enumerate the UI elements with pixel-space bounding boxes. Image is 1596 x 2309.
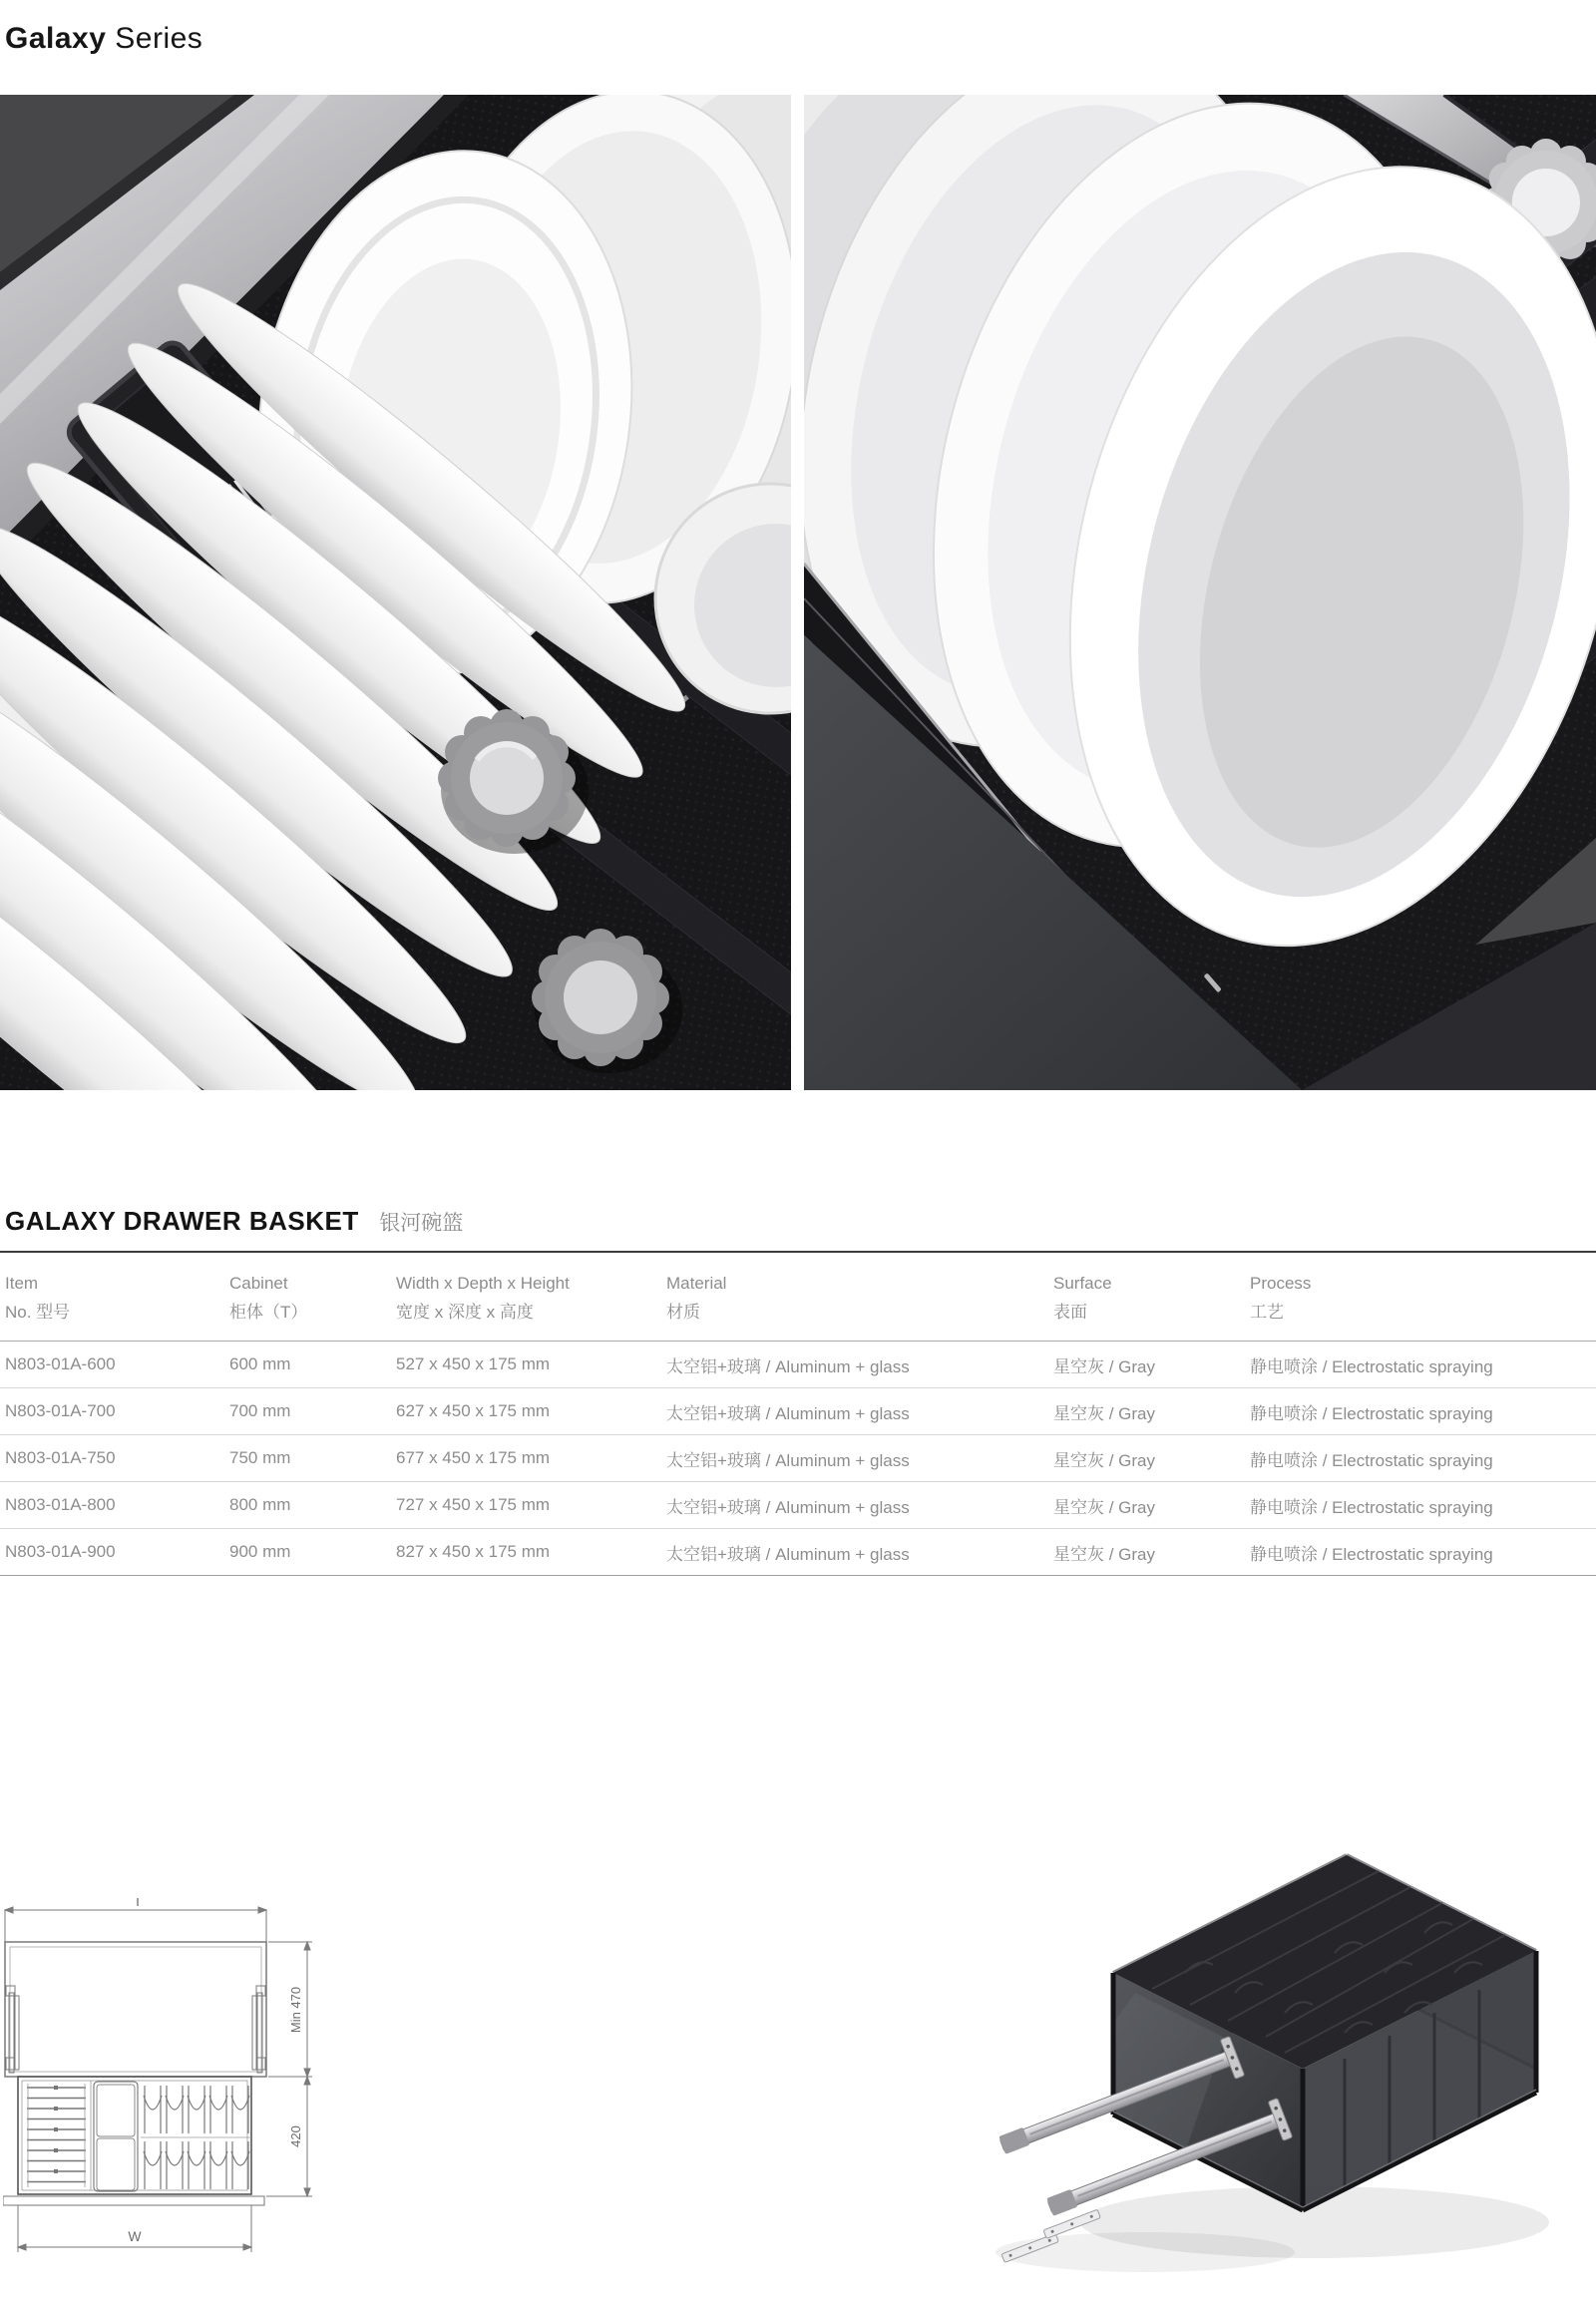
product-photo-drawer-open (804, 95, 1596, 1090)
col-header-dimensions: Width x Depth x Height 宽度 x 深度 x 高度 (396, 1274, 570, 1322)
table-row (0, 1388, 1596, 1435)
spec-table-header (0, 1251, 1596, 1342)
item-no: N803-01A-800 (5, 1495, 116, 1514)
dimensions: 527 x 450 x 175 mm (396, 1354, 551, 1373)
surface: 星空灰 / Gray (1053, 1356, 1156, 1376)
process: 静电喷涂 / Electrostatic spraying (1250, 1403, 1493, 1423)
section-title: GALAXY DRAWER BASKET (5, 1206, 359, 1236)
surface: 星空灰 / Gray (1053, 1544, 1156, 1564)
dim-label-depth: 420 (288, 2125, 303, 2147)
col-header-cabinet: Cabinet 柜体（T） (229, 1274, 308, 1322)
brand-series: Series (106, 22, 203, 55)
product-render-svg (986, 1823, 1562, 2300)
product-render (986, 1823, 1562, 2300)
material: 太空铝+玻璃 / Aluminum + glass (666, 1450, 910, 1470)
process: 静电喷涂 / Electrostatic spraying (1250, 1450, 1493, 1470)
process: 静电喷涂 / Electrostatic spraying (1250, 1544, 1493, 1564)
cabinet-size: 700 mm (229, 1401, 291, 1420)
dimensions: 627 x 450 x 175 mm (396, 1401, 551, 1420)
dim-label-cabinet-width: T (133, 1898, 143, 1909)
col-header-process: Process 工艺 (1250, 1274, 1312, 1322)
material: 太空铝+玻璃 / Aluminum + glass (666, 1403, 910, 1423)
material: 太空铝+玻璃 / Aluminum + glass (666, 1497, 910, 1517)
cabinet-size: 900 mm (229, 1542, 291, 1561)
material: 太空铝+玻璃 / Aluminum + glass (666, 1356, 910, 1376)
dimensions: 827 x 450 x 175 mm (396, 1542, 551, 1561)
material: 太空铝+玻璃 / Aluminum + glass (666, 1544, 910, 1564)
spec-table (0, 1251, 1596, 1576)
item-no: N803-01A-600 (5, 1354, 116, 1373)
photo-left-illustration (0, 95, 791, 1090)
table-row (0, 1342, 1596, 1388)
dim-label-min-height: Min 470 (288, 1986, 303, 2034)
product-photo-top-view (0, 95, 791, 1090)
surface: 星空灰 / Gray (1053, 1403, 1156, 1423)
surface: 星空灰 / Gray (1053, 1497, 1156, 1517)
cabinet-size: 750 mm (229, 1448, 291, 1467)
shadow (996, 2232, 1295, 2272)
brand-name: Galaxy (5, 22, 107, 55)
table-row (0, 1482, 1596, 1529)
table-row (0, 1529, 1596, 1576)
surface: 星空灰 / Gray (1053, 1450, 1156, 1470)
photo-right-illustration (804, 95, 1596, 1090)
item-no: N803-01A-900 (5, 1542, 116, 1561)
dimensions: 727 x 450 x 175 mm (396, 1495, 551, 1514)
page-title (5, 22, 202, 56)
process: 静电喷涂 / Electrostatic spraying (1250, 1497, 1493, 1517)
dimension-drawing-svg (3, 1898, 332, 2257)
item-no: N803-01A-750 (5, 1448, 116, 1467)
col-header-surface: Surface 表面 (1053, 1274, 1112, 1322)
process: 静电喷涂 / Electrostatic spraying (1250, 1356, 1493, 1376)
cabinet-size: 800 mm (229, 1495, 291, 1514)
dimensions: 677 x 450 x 175 mm (396, 1448, 551, 1467)
dim-label-basket-width: W (128, 2228, 142, 2244)
table-row (0, 1435, 1596, 1482)
cabinet-size: 600 mm (229, 1354, 291, 1373)
dimension-drawing (3, 1898, 332, 2257)
item-no: N803-01A-700 (5, 1401, 116, 1420)
section-title-chinese: 银河碗篮 (379, 1212, 464, 1235)
col-header-material: Material 材质 (666, 1274, 727, 1322)
col-header-item: Item No. 型号 (5, 1274, 71, 1322)
section-header (0, 1203, 1596, 1253)
